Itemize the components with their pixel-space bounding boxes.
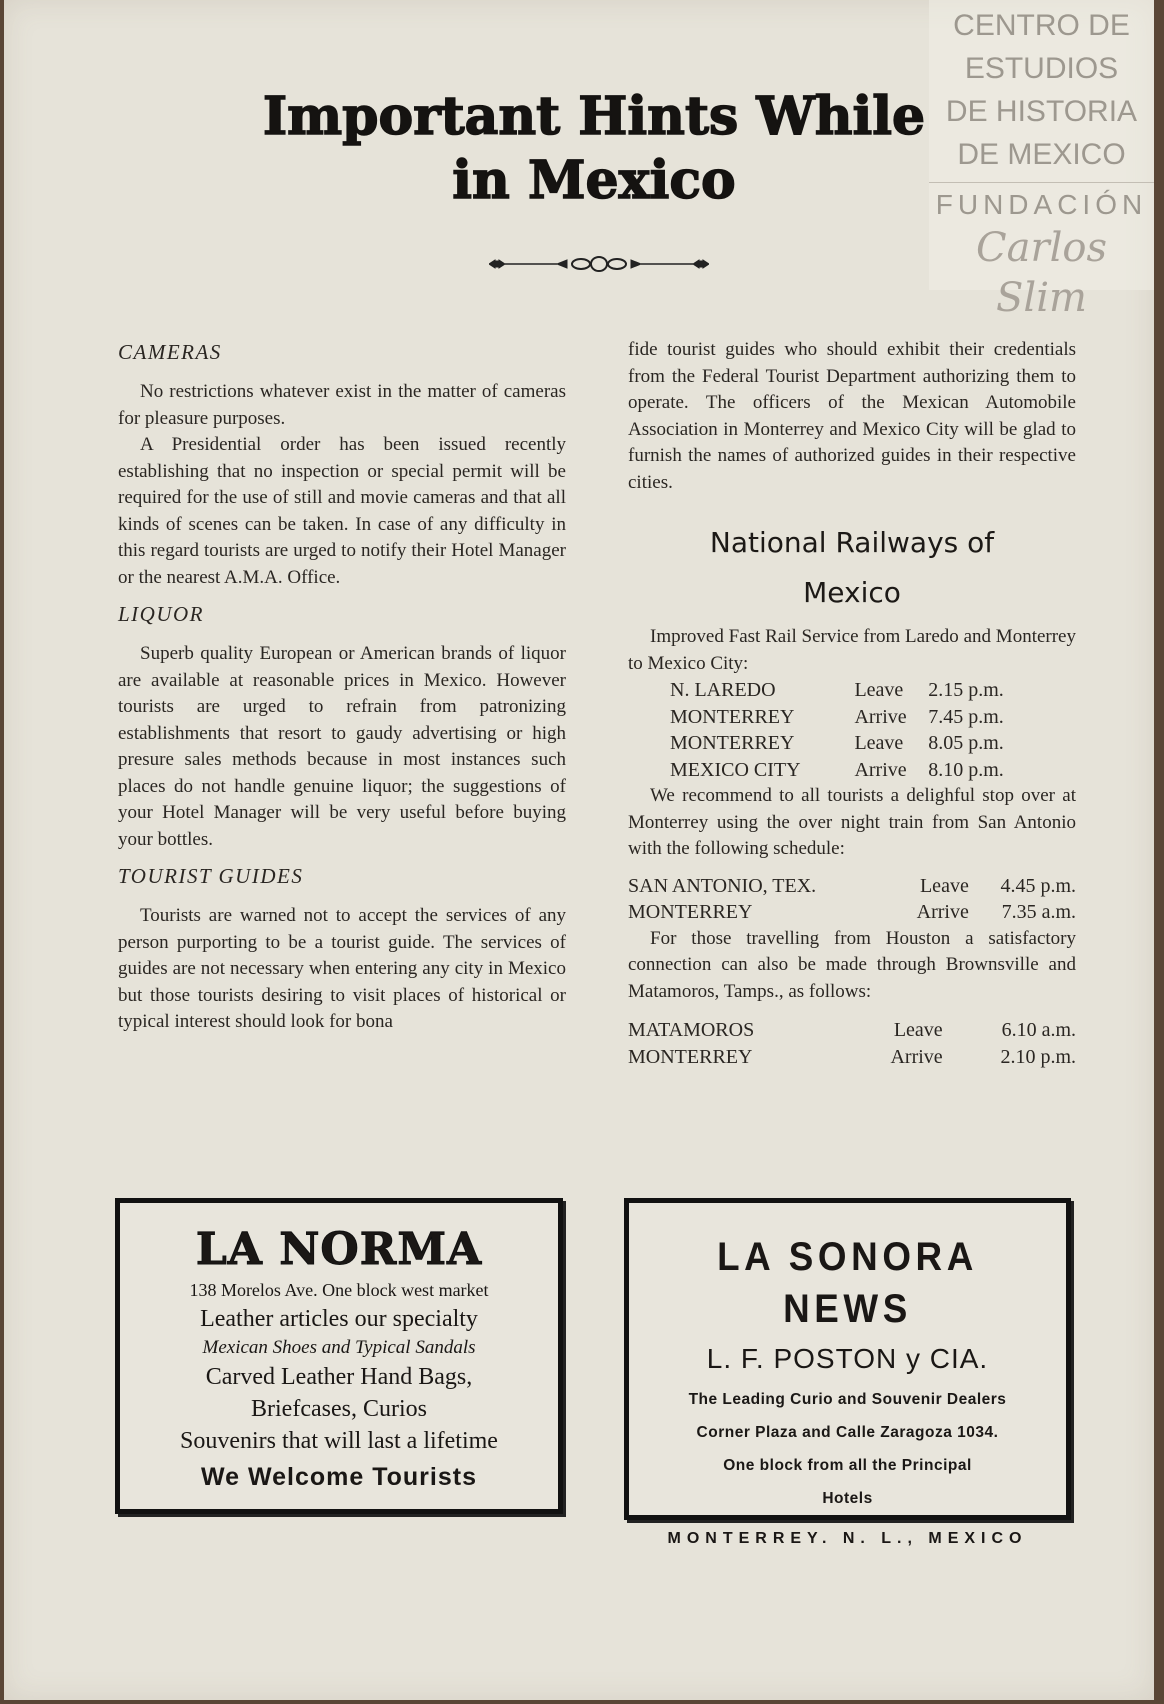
watermark-foundation: FUNDACIÓN (935, 189, 1148, 220)
archive-watermark (929, 0, 1154, 321)
table-row: MEXICO CITY Arrive 8.10 p.m. (670, 758, 1004, 781)
left-column (118, 337, 566, 1036)
ad-la-sonora-name: LA SONORA NEWS (717, 1235, 978, 1331)
ad-la-sonora-firm: L. F. POSTON y CIA. (706, 1343, 989, 1374)
cameras-paragraph-2: A Presidential order has been issued recently establishing that no inspection or special permit will be required for the use of still and movie cameras and that all kinds of scenes can be taken. In case of any difficulty in this regard tourists are urged to notify their Hotel Manager or the nearest A.M.A. Office. (118, 434, 566, 588)
magazine-page (4, 0, 1154, 1700)
railways-recommend: We recommend to all tourists a delighful stop over at Monterrey using the over night train from San Antonio with the following schedule: (628, 785, 1076, 859)
ad-la-norma-address: 138 Morelos Ave. One block west market (189, 1280, 489, 1300)
table-row: N. LAREDO Leave 2.15 p.m. (670, 679, 1004, 701)
ad-la-norma: LA NORMA 138 Morelos Ave. One block west market Leather articles our specialty Mexican Shoes and Typical Sandals Carved Leather Hand Bags, Briefcases, Curios Souvenirs that will last a lifetime We Welcome Tourists (115, 1198, 563, 1514)
section-heading-liquor: LIQUOR (118, 602, 204, 626)
section-heading-tourist-guides: TOURIST GUIDES (118, 864, 304, 888)
ad-la-sonora-news: LA SONORA NEWS L. F. POSTON y CIA. The Leading Curio and Souvenir Dealers Corner Plaza and Calle Zaragoza 1034. One block from all the Principal Hotels MONTERREY. N. L., MEXICO (624, 1198, 1071, 1520)
schedule-laredo-mexico (670, 677, 1035, 783)
liquor-paragraph: Superb quality European or American brands of liquor are available at reasonable prices in Mexico. However tourists are urged to refrain from patronizing establishments that resort to gaudy advertising or high presure sales methods because in most instances such places do not handle genuine liquor; the suggestions of your Hotel Manager will be very useful before buying your bottles. (118, 643, 566, 850)
railways-title: National Railways of Mexico (709, 526, 995, 609)
watermark-org: CENTRO DE ESTUDIOS DE HISTORIA DE MEXICO (945, 9, 1138, 171)
table-row: MATAMOROS Leave 6.10 a.m. (628, 1019, 1076, 1041)
table-row: MONTERREY Arrive 7.35 a.m. (628, 901, 1076, 923)
schedule-san-antonio (628, 873, 1076, 926)
table-row: MONTERREY Arrive 7.45 p.m. (670, 705, 1004, 728)
section-heading-cameras: CAMERAS (118, 340, 222, 364)
ad-la-sonora-city: MONTERREY. N. L., MEXICO (667, 1530, 1028, 1547)
table-row: SAN ANTONIO, TEX. Leave 4.45 p.m. (628, 874, 1076, 897)
guides-paragraph: Tourists are warned not to accept the services of any person purporting to be a tourist guide. The services of guides are not necessary when entering any city in Mexico but those tourists desiring to visit places of historical or typical interest should look for bona (118, 905, 566, 1032)
schedule-matamoros (628, 1017, 1076, 1070)
ad-la-norma-name: LA NORMA (195, 1224, 483, 1275)
railways-intro: Improved Fast Rail Service from Laredo and Monterrey to Mexico City: (628, 626, 1076, 674)
page-title: Important Hints While in Mexico (262, 86, 926, 211)
table-row: MONTERREY Arrive 2.10 p.m. (628, 1045, 1076, 1068)
right-column (628, 337, 1076, 1070)
cameras-paragraph-1: No restrictions whatever exist in the matter of cameras for pleasure purposes. (118, 381, 566, 429)
ornament-divider-icon (489, 255, 709, 273)
railways-houston: For those travelling from Houston a satisfactory connection can also be made through Brownsville and Matamoros, Tamps., as follows: (628, 927, 1076, 1002)
ad-la-norma-welcome: We Welcome Tourists (200, 1463, 477, 1491)
watermark-signature: Carlos Slim (976, 225, 1107, 321)
guides-paragraph-continued: fide tourist guides who should exhibit their credentials from the Federal Tourist Department authorizing them to operate. The officers of the Mexican Automobile Association in Monterrey and Mexico City will be glad to furnish the names of authorized guides in their respective cities. (628, 339, 1076, 493)
table-row: MONTERREY Leave 8.05 p.m. (670, 732, 1004, 754)
